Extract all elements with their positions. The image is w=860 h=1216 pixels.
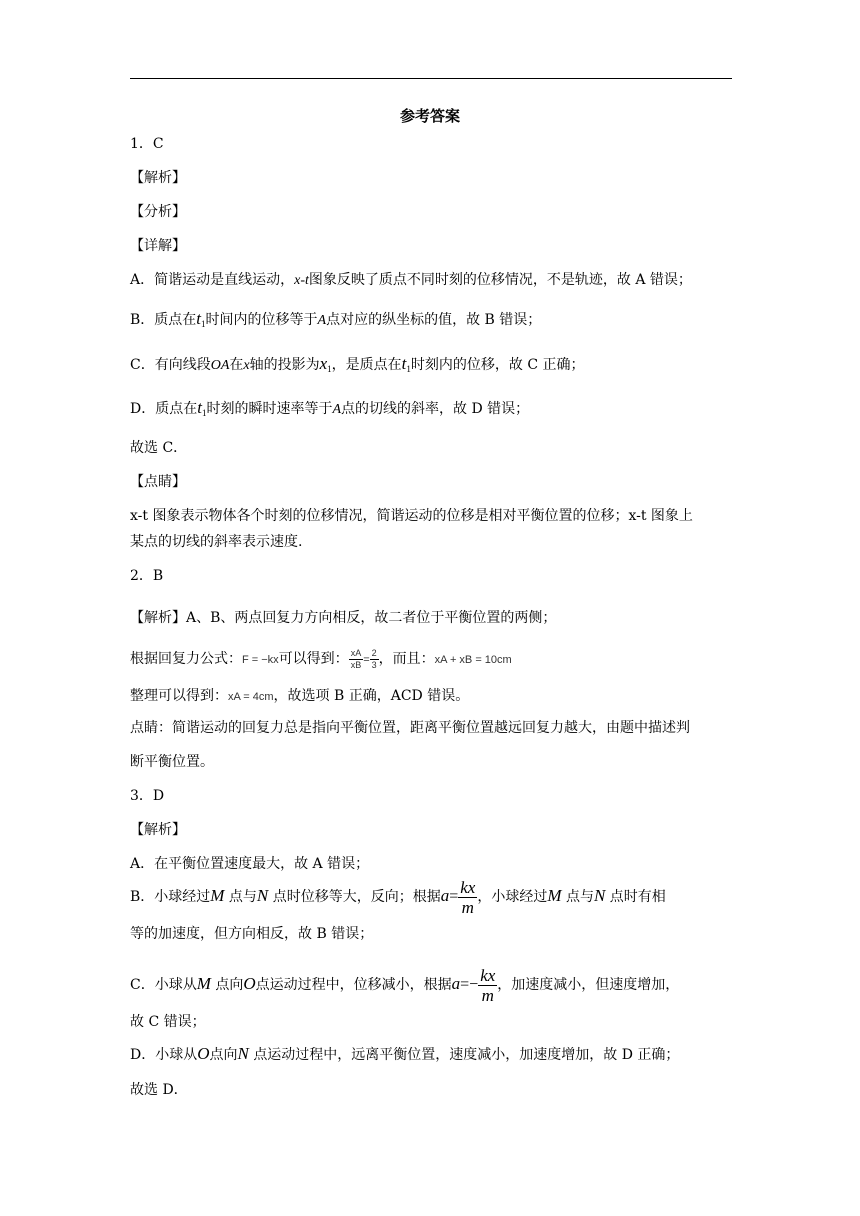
q3-b-line2: 等的加速度，但方向相反，故 B 错误； xyxy=(130,926,374,942)
q1-b-pre: B．质点在 xyxy=(130,312,197,328)
q2-frac-eq: = xyxy=(363,654,370,666)
q1-d-post: 点的切线的斜率，故 D 错误； xyxy=(341,401,530,417)
q3-b-pre: B．小球经过 xyxy=(130,889,211,905)
q2-line3 xyxy=(130,686,732,707)
math-t: t xyxy=(196,309,202,328)
q2-dj-line2: 断平衡位置。 xyxy=(130,754,214,770)
math-eq: = xyxy=(449,888,459,905)
q3-c-pre: C．小球从 xyxy=(130,977,197,993)
q1-option-a xyxy=(130,270,732,291)
q1-a-post: 图象反映了质点不同时刻的位移情况，不是轨迹，故 A 错误； xyxy=(308,272,692,288)
header-rule xyxy=(130,78,732,79)
q2-l3-val: xA = 4cm xyxy=(228,691,274,703)
q2-formula: F = −kx xyxy=(242,654,279,666)
q3-option-c xyxy=(130,958,732,1010)
q3-jiexi: 【解析】 xyxy=(130,822,186,838)
q1-option-b xyxy=(130,309,732,334)
q2-l2-mid: 可以得到： xyxy=(278,651,349,667)
q3-d-m2: 点运动过程中，远离平衡位置，速度减小，加速度增加，故 D 正确； xyxy=(253,1047,680,1063)
math-O: O xyxy=(243,974,256,993)
q1-b-post: 点对应的纵坐标的值，故 B 错误； xyxy=(326,312,542,328)
q3-option-b xyxy=(130,870,732,922)
q2-number: 2．B xyxy=(130,568,164,584)
math-t: t xyxy=(197,398,202,417)
frac-denominator: xB xyxy=(350,659,362,670)
q2-l2-pre: 根据回复力公式： xyxy=(130,651,242,667)
q3-c-m2: 点运动过程中，位移减小，根据 xyxy=(255,977,452,993)
q1-b-mid: 时间内的位移等于 xyxy=(205,312,318,328)
q3-d-m1: 点向 xyxy=(209,1047,238,1063)
q3-c-m1: 点向 xyxy=(215,977,244,993)
frac-numerator: xA xyxy=(350,647,362,658)
q1-c-mid2: ，是质点在 xyxy=(331,357,402,373)
q2-l3-post: ，故选项 B 正确，ACD 错误。 xyxy=(273,688,470,704)
math-sub: 1 xyxy=(327,364,332,374)
q1-d-mid: 时刻的瞬时速率等于 xyxy=(206,401,333,417)
q1-jiexi: 【解析】 xyxy=(130,170,186,186)
frac-numerator: kx xyxy=(460,877,476,897)
frac-denominator: m xyxy=(481,985,494,1005)
q1-option-d xyxy=(130,398,732,423)
frac-denominator: m xyxy=(461,897,474,917)
q1-c-x: x xyxy=(243,358,250,373)
frac-numerator: 2 xyxy=(371,647,377,658)
q1-xiangjie: 【详解】 xyxy=(130,238,186,254)
math-O: O xyxy=(197,1044,210,1063)
q3-b-m2: 点时位移等大，反向；根据 xyxy=(272,889,441,905)
math-a: a xyxy=(451,974,461,993)
q1-c-in: 在 xyxy=(229,357,244,373)
q2-fraction-xa-xb xyxy=(349,649,364,670)
q1-c-post: 时刻内的位移，故 C 正确； xyxy=(410,357,585,373)
math-M: M xyxy=(210,886,225,905)
q2-line2 xyxy=(130,644,732,674)
q1-fenxi: 【分析】 xyxy=(130,204,186,220)
math-t: t xyxy=(401,354,407,373)
q3-b-m4: 点与 xyxy=(565,889,594,905)
math-N: N xyxy=(593,886,606,905)
math-eq: = xyxy=(460,976,470,993)
q1-dianjing: 【点睛】 xyxy=(130,474,186,490)
q1-number: 1．C xyxy=(130,136,164,152)
frac-numerator: kx xyxy=(480,965,496,985)
q3-d-pre: D．小球从 xyxy=(130,1047,198,1063)
q2-line1: 【解析】A、B、两点回复力方向相反，故二者位于平衡位置的两侧； xyxy=(130,610,557,626)
q2-fraction-2-3 xyxy=(370,649,379,670)
math-M: M xyxy=(547,886,562,905)
q1-c-OA: OA xyxy=(210,358,230,373)
math-M: M xyxy=(196,974,211,993)
q1-choose: 故选 C． xyxy=(130,440,188,456)
math-a: a xyxy=(440,886,450,905)
math-sub: 1 xyxy=(406,364,411,374)
q1-a-xt: x-t xyxy=(294,273,309,288)
page-title: 参考答案 xyxy=(399,107,460,125)
q3-c-line2: 故 C 错误； xyxy=(130,1014,206,1030)
q3-b-fraction xyxy=(458,879,477,916)
math-minus: − xyxy=(469,976,479,993)
q1-d-A: A xyxy=(332,402,342,417)
math-N: N xyxy=(237,1044,249,1063)
q1-b-A: A xyxy=(317,313,327,328)
q2-dj-line1: 点睛：简谐运动的回复力总是指向平衡位置，距离平衡位置越远回复力越大，由题中描述判 xyxy=(130,720,690,736)
q2-sum: xA + xB = 10cm xyxy=(434,654,512,666)
q3-b-m5: 点时有相 xyxy=(609,889,666,905)
q1-c-pre: C．有向线段 xyxy=(130,357,211,373)
q1-a-pre: A．简谐运动是直线运动， xyxy=(130,272,295,288)
q3-c-fraction xyxy=(478,967,497,1004)
frac-denominator: 3 xyxy=(371,659,377,670)
q2-l2-mid2: ，而且： xyxy=(378,651,435,667)
q1-option-c xyxy=(130,354,732,379)
math-sub: 1 xyxy=(201,408,207,418)
math-N: N xyxy=(256,886,269,905)
q3-c-m3: ，加速度减小，但速度增加， xyxy=(497,977,680,993)
q2-l3-pre: 整理可以得到： xyxy=(130,688,228,704)
q3-b-m3: ，小球经过 xyxy=(477,889,548,905)
q1-d-pre: D．质点在 xyxy=(130,401,198,417)
math-sub: 1 xyxy=(201,319,206,329)
q1-dj-line1: x-t 图象表示物体各个时刻的位移情况，简谐运动的位移是相对平衡位置的位移；x-t 图象上 xyxy=(130,508,693,524)
q3-choose: 故选 D． xyxy=(130,1082,188,1098)
q3-option-d xyxy=(130,1044,732,1065)
q3-number: 3．D xyxy=(130,788,165,804)
q3-b-m1: 点与 xyxy=(228,889,257,905)
math-x: x xyxy=(319,354,328,373)
q1-c-mid: 轴的投影为 xyxy=(249,357,320,373)
q3-option-a: A．在平衡位置速度最大，故 A 错误； xyxy=(130,856,370,872)
q1-dj-line2: 某点的切线的斜率表示速度. xyxy=(130,534,303,550)
